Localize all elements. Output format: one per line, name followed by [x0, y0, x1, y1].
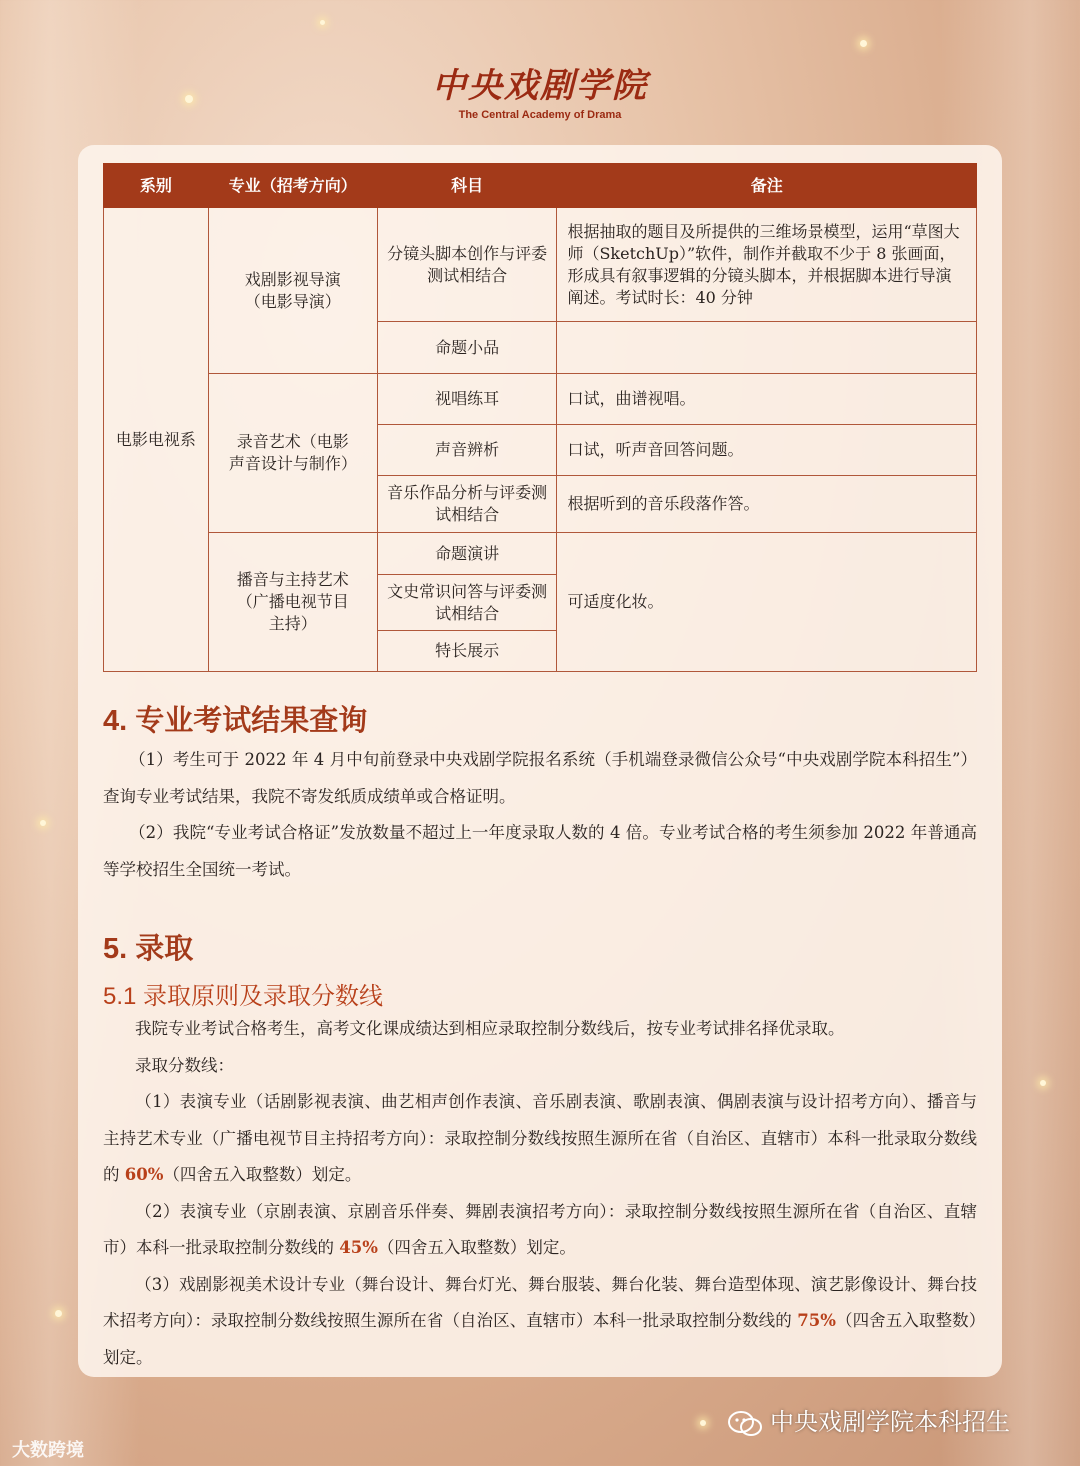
sparkle: [860, 40, 867, 47]
section-5-body: [103, 1011, 977, 1376]
note-cell: 根据抽取的题目及所提供的三维场景模型，运用“草图大师（SketchUp）”软件，制作并截取不少于 8 张画面，形成具有叙事逻辑的分镜头脚本，并根据脚本进行导演阐述。考试时长：40 分钟: [557, 208, 977, 322]
subject-cell: 文史常识问答与评委测试相结合: [377, 575, 557, 631]
table-row: [104, 208, 977, 322]
department-cell: 电影电视系: [104, 208, 209, 672]
paragraph: （1）考生可于 2022 年 4 月中旬前登录中央戏剧学院报名系统（手机端登录微信公众号“中央戏剧学院本科招生”）查询专业考试结果，我院不寄发纸质成绩单或合格证明。: [103, 750, 977, 806]
wechat-account: [728, 1402, 1010, 1437]
note-cell: 可适度化妆。: [557, 533, 977, 672]
sparkle: [1040, 1080, 1046, 1086]
note-cell: 口试，曲谱视唱。: [557, 374, 977, 425]
watermark: 大数跨境: [12, 1440, 84, 1460]
paragraph: 录取分数线：: [135, 1055, 234, 1075]
note-cell: 根据听到的音乐段落作答。: [557, 476, 977, 533]
percentage-highlight: 60%: [124, 1165, 164, 1184]
paragraph: （1）表演专业（话剧影视表演、曲艺相声创作表演、音乐剧表演、歌剧表演、偶剧表演与设计招考方向）、播音与主持艺术专业（广播电视节目主持招考方向）：录取控制分数线按照生源所在省（自治区、直辖市）本科一批录取分数线的 60%（四舍五入取整数）划定。: [103, 1092, 977, 1184]
section-5-1-title: 5.1 录取原则及录取分数线: [103, 983, 384, 1010]
subject-cell: 命题演讲: [377, 533, 557, 575]
subject-cell: 分镜头脚本创作与评委测试相结合: [377, 208, 557, 322]
sparkle: [320, 20, 325, 25]
header-major: 专业（招考方向）: [208, 164, 377, 208]
header-notes: 备注: [557, 164, 977, 208]
major-cell: 录音艺术（电影声音设计与制作）: [208, 374, 377, 533]
note-cell: 口试，听声音回答问题。: [557, 425, 977, 476]
wechat-icon: [728, 1411, 762, 1437]
table-header-row: [104, 164, 977, 208]
subject-cell: 音乐作品分析与评委测试相结合: [377, 476, 557, 533]
logo-english: The Central Academy of Drama: [458, 109, 622, 121]
note-cell-empty: [557, 322, 977, 374]
section-4-body: [103, 742, 977, 888]
header-logo: [0, 58, 1080, 121]
percentage-highlight: 75%: [797, 1311, 836, 1330]
exam-subjects-table: [103, 163, 977, 672]
table-row: [104, 374, 977, 425]
major-cell: 戏剧影视导演（电影导演）: [208, 208, 377, 374]
percentage-highlight: 45%: [339, 1238, 378, 1257]
subject-cell: 特长展示: [377, 631, 557, 672]
subject-cell: 命题小品: [377, 322, 557, 374]
wechat-account-name: 中央戏剧学院本科招生: [770, 1409, 1010, 1436]
section-5-title: 5. 录取: [103, 933, 194, 965]
section-4-title: 4. 专业考试结果查询: [103, 705, 368, 737]
header-department: 系别: [104, 164, 209, 208]
paragraph: 我院专业考试合格考生，高考文化课成绩达到相应录取控制分数线后，按专业考试排名择优录取。: [135, 1019, 845, 1038]
table-row: [104, 533, 977, 575]
sparkle: [40, 820, 46, 826]
subject-cell: 视唱练耳: [377, 374, 557, 425]
paragraph: （3）戏剧影视美术设计专业（舞台设计、舞台灯光、舞台服装、舞台化装、舞台造型体现、演艺影像设计、舞台技术招考方向）：录取控制分数线按照生源所在省（自治区、直辖市）本科一批录取控制分数线的 75%（四舍五入取整数）划定。: [103, 1274, 978, 1367]
subject-cell: 声音辨析: [377, 425, 557, 476]
paragraph: （2）表演专业（京剧表演、京剧音乐伴奏、舞剧表演招考方向）：录取控制分数线按照生源所在省（自治区、直辖市）本科一批录取控制分数线的 45%（四舍五入取整数）划定。: [103, 1201, 977, 1257]
paragraph: （2）我院“专业考试合格证”发放数量不超过上一年度录取人数的 4 倍。专业考试合格的考生须参加 2022 年普通高等学校招生全国统一考试。: [103, 823, 977, 879]
header-subject: 科目: [377, 164, 557, 208]
sparkle: [55, 1310, 62, 1317]
major-cell: 播音与主持艺术（广播电视节目主持）: [208, 533, 377, 672]
logo-chinese: 中央戏剧学院: [432, 66, 648, 106]
sparkle: [700, 1420, 706, 1426]
